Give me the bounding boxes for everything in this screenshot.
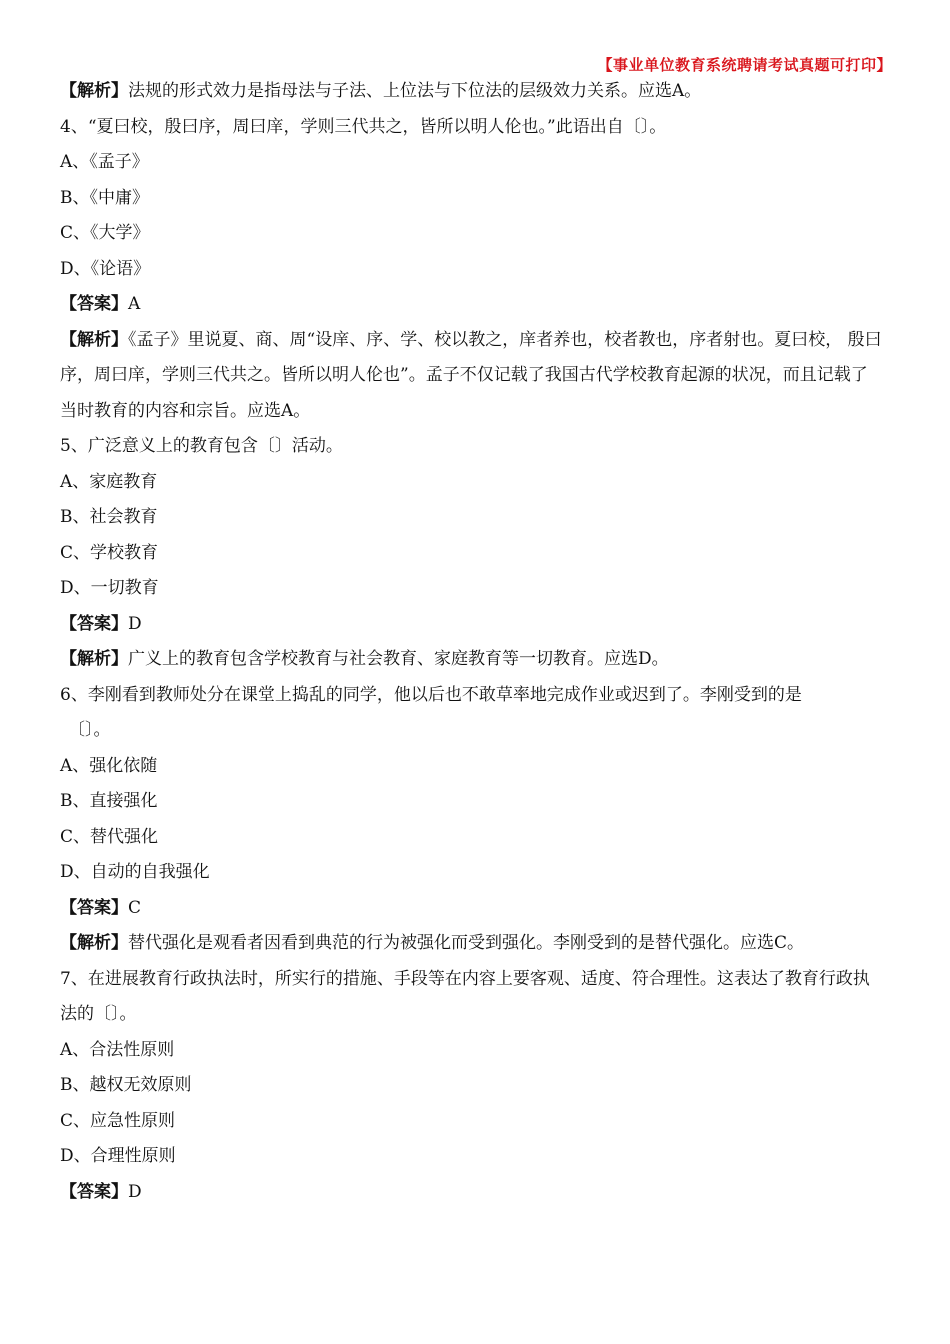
document-body bbox=[60, 74, 882, 1210]
analysis-text: 替代强化是观看者因看到典范的行为被强化而受到强化。李刚受到的是替代强化。应选C。 bbox=[128, 933, 805, 953]
q3-analysis bbox=[60, 74, 882, 110]
q4-answer bbox=[60, 287, 882, 323]
q6-stem: 6、李刚看到教师处分在课堂上捣乱的同学，他以后也不敢草率地完成作业或迟到了。李刚受到的是 bbox=[60, 684, 802, 705]
analysis-tag: 【解析】 bbox=[60, 649, 128, 669]
q6-option-b: B、直接强化 bbox=[60, 791, 158, 811]
q5-option-c: C、学校教育 bbox=[60, 542, 159, 563]
answer-value: A bbox=[128, 294, 141, 314]
q5-answer bbox=[60, 607, 882, 643]
analysis-tag: 【解析】 bbox=[60, 81, 128, 101]
q6-option-a: A、强化依随 bbox=[60, 755, 158, 776]
analysis-text: 法规的形式效力是指母法与子法、上位法与下位法的层级效力关系。应选A。 bbox=[128, 81, 702, 101]
q5-analysis bbox=[60, 642, 882, 678]
q6-option-d: D、自动的自我强化 bbox=[60, 862, 210, 882]
answer-value: C bbox=[128, 897, 142, 918]
q5-option-a: A、家庭教育 bbox=[60, 471, 158, 492]
q4-stem: 4、“夏曰校，殷曰序，周曰庠，学则三代共之，皆所以明人伦也。”此语出自〔〕。 bbox=[60, 116, 667, 137]
analysis-text: 《孟子》里说夏、商、周“设庠、序、学、校以教之，庠者养也，校者教也，序者射也。夏曰校， 殷曰序，周曰庠，学则三代共之。皆所以明人伦也”。孟子不仅记载了我国古代学校教育起源的状况，而且记载了当时教育的内容和宗旨。应选A。 bbox=[60, 329, 882, 421]
q6-answer bbox=[60, 891, 882, 927]
q7-answer bbox=[60, 1175, 882, 1211]
analysis-tag: 【解析】 bbox=[60, 933, 128, 953]
answer-tag: 【答案】 bbox=[60, 294, 128, 314]
answer-value: D bbox=[128, 1181, 142, 1202]
answer-tag: 【答案】 bbox=[60, 1181, 128, 1202]
q6-stem-end: 〔〕。 bbox=[68, 720, 111, 740]
q7-option-d: D、合理性原则 bbox=[60, 1146, 176, 1166]
q6-analysis bbox=[60, 926, 882, 962]
q7-stem: 7、在进展教育行政执法时，所实行的措施、手段等在内容上要客观、适度、符合理性。这表达了教育行政执法的〔〕。 bbox=[60, 968, 870, 1024]
q4-option-a: A、《孟子》 bbox=[60, 152, 149, 172]
q7-option-c: C、应急性原则 bbox=[60, 1110, 176, 1131]
q4-option-b: B、《中庸》 bbox=[60, 187, 149, 208]
answer-value: D bbox=[128, 613, 142, 634]
q5-option-b: B、社会教育 bbox=[60, 507, 158, 527]
q4-option-c: C、《大学》 bbox=[60, 223, 150, 243]
answer-tag: 【答案】 bbox=[60, 613, 128, 634]
q7-option-b: B、越权无效原则 bbox=[60, 1075, 192, 1095]
q4-option-d: D、《论语》 bbox=[60, 258, 151, 279]
q4-analysis bbox=[60, 323, 882, 430]
analysis-text: 广义上的教育包含学校教育与社会教育、家庭教育等一切教育。应选D。 bbox=[128, 649, 669, 669]
answer-tag: 【答案】 bbox=[60, 897, 128, 918]
q7-option-a: A、合法性原则 bbox=[60, 1039, 175, 1060]
analysis-tag: 【解析】 bbox=[60, 329, 128, 350]
q6-option-c: C、替代强化 bbox=[60, 826, 159, 847]
header-note: 【事业单位教育系统聘请考试真题可打印】 bbox=[597, 56, 892, 74]
q5-stem: 5、广泛意义上的教育包含〔〕活动。 bbox=[60, 436, 343, 456]
q5-option-d: D、一切教育 bbox=[60, 578, 159, 598]
